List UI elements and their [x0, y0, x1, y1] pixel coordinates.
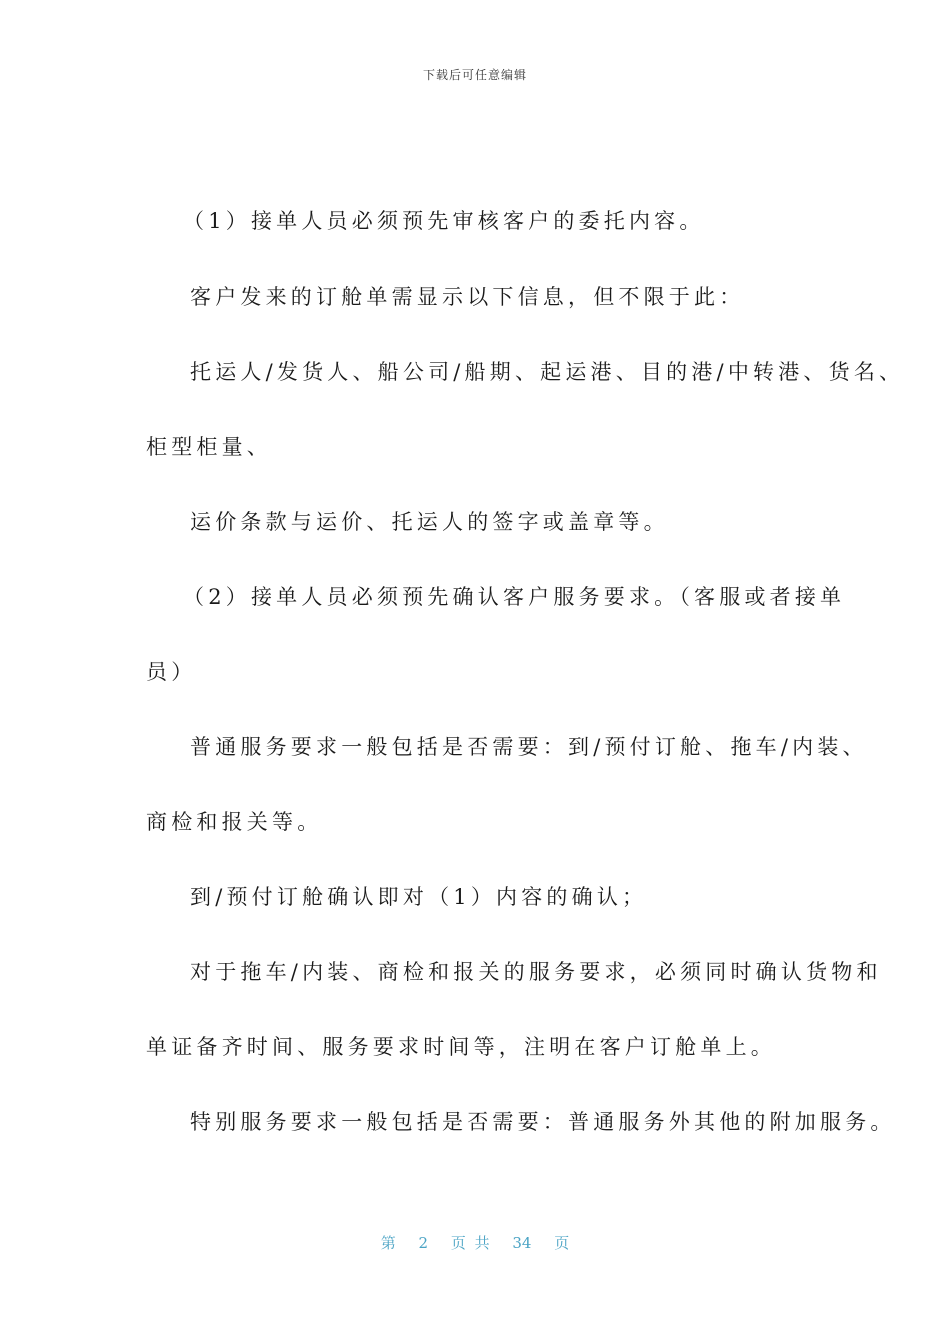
page-footer — [0, 1232, 950, 1253]
footer-total-pages: 34 — [512, 1234, 532, 1252]
paragraph-line-13: 特别服务要求一般包括是否需要：普通服务外其他的附加服务。 — [190, 1110, 896, 1134]
paragraph-line-7: 员） — [146, 660, 197, 684]
paragraph-line-6: （2）接单人员必须预先确认客户服务要求。（客服或者接单 — [183, 585, 846, 609]
footer-suffix: 页 — [554, 1234, 570, 1252]
paragraph-line-5: 运价条款与运价、托运人的签字或盖章等。 — [190, 510, 669, 534]
paragraph-line-8: 普通服务要求一般包括是否需要：到/预付订舱、拖车/内装、 — [190, 735, 868, 759]
footer-prefix: 第 — [380, 1234, 396, 1252]
paragraph-line-11: 对于拖车/内装、商检和报关的服务要求，必须同时确认货物和 — [190, 960, 882, 984]
paragraph-line-12: 单证备齐时间、服务要求时间等，注明在客户订舱单上。 — [146, 1035, 776, 1059]
page-header-note: 下载后可任意编辑 — [422, 68, 527, 82]
paragraph-line-4: 柜型柜量、 — [146, 435, 272, 459]
paragraph-line-10: 到/预付订舱确认即对（1）内容的确认； — [190, 885, 648, 909]
footer-middle: 页 共 — [450, 1234, 490, 1252]
paragraph-line-9: 商检和报关等。 — [146, 810, 323, 834]
paragraph-line-3: 托运人/发货人、船公司/船期、起运港、目的港/中转港、货名、 — [190, 360, 905, 384]
footer-current-page: 2 — [418, 1234, 429, 1252]
paragraph-line-2: 客户发来的订舱单需显示以下信息，但不限于此： — [190, 285, 745, 309]
paragraph-line-1: （1）接单人员必须预先审核客户的委托内容。 — [183, 209, 705, 233]
